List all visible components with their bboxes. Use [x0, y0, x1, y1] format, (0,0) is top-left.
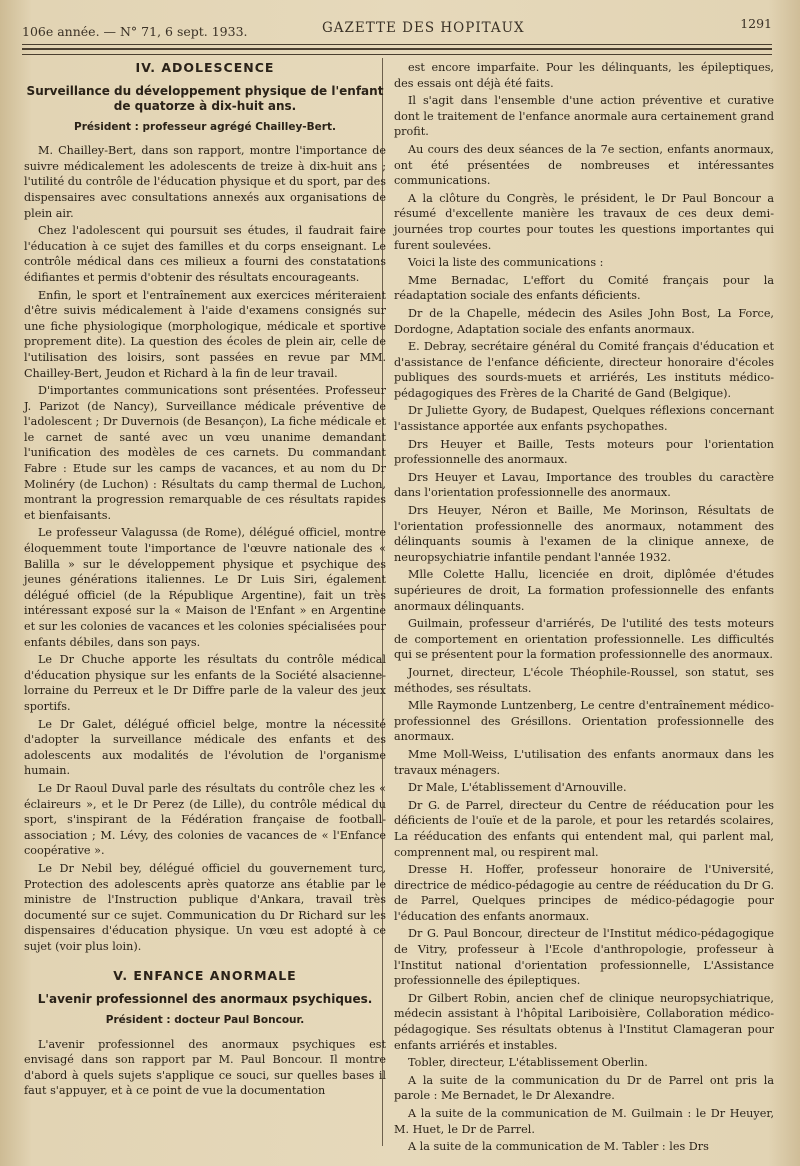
paragraph: Le Dr Nebil bey, délégué officiel du gouvernement turc, Protection des adolescents après quatorze ans établie par le ministre de l'Instruction publique d'Ankara, travail très documenté sur ce sujet. Communication du Dr Richard sur les dispensaires d'éducation physique. Un vœu est adopté à ce sujet (voir plus loin). [24, 861, 386, 953]
communication-item: Dr Gilbert Robin, ancien chef de clinique neuropsychiatrique, médecin assistant à l'hôpital Lariboisière, Collaboration médico-pédagogique. Ses résultats obtenus à l'Institut Clamageran pour enfants arriérés et instables. [394, 991, 774, 1052]
right-column [394, 60, 774, 1157]
section-iv-president: Président : professeur agrégé Chailley-Bert. [74, 120, 336, 133]
paragraph: A la clôture du Congrès, le président, le Dr Paul Boncour a résumé d'excellente manière les travaux de ces deux demi-journées trop courtes pour toutes les questions importantes qui furent soulevées. [394, 191, 774, 252]
section-v-title: L'avenir professionnel des anormaux psychiques. [37, 992, 373, 1007]
paragraph: Le Dr Chuche apporte les résultats du contrôle médical d'éducation physique sur les enfants de la Société alsacienne-lorraine du Perreux et le Dr Diffre parle de la valeur des jeux sportifs. [24, 653, 386, 713]
communication-item: Dr G. Paul Boncour, directeur de l'Institut médico-pédagogique de Vitry, professeur à l'Ecole d'anthropologie, professeur à l'Institut national d'orientation professionnelle, L'Assistance professionnelle des épileptiques. [394, 927, 774, 988]
paragraph: Voici la liste des communications : [408, 256, 604, 270]
communication-item: Drs Heuyer et Baille, Tests moteurs pour l'orientation professionnelle des anormaux. [394, 437, 774, 467]
communication-item: Dr Juliette Gyory, de Budapest, Quelques réflexions concernant l'assistance apportée aux enfants psychopathes. [394, 404, 774, 434]
paragraph: L'avenir professionnel des anormaux psychiques est envisagé dans son rapport par M. Paul Boncour. Il montre d'abord à quels sujets s'applique ce souci, sur quelles bases il faut s'appuyer, et à ce point de vue la documentation [24, 1037, 386, 1098]
paragraph: Chez l'adolescent qui poursuit ses études, il faudrait faire l'éducation à ce sujet des familles et du corps enseignant. Le contrôle médical dans ces milieux a fourni des constatations édifiantes et permis d'obtenir des résultats encourageants. [24, 224, 386, 284]
communication-item: Dr Male, L'établissement d'Arnouville. [408, 781, 627, 795]
communication-item: Dr G. de Parrel, directeur du Centre de rééducation pour les déficients de l'ouïe et de la parole, et pour les retardés scolaires, La rééducation des enfants qui entendent mal, qui parlent mal, comprennent mal, ou respirent mal. [394, 798, 774, 859]
paragraph: A la suite de la communication du Dr de Parrel ont pris la parole : Me Bernadet, le Dr Alexandre. [394, 1073, 774, 1103]
section-iv-heading: IV. ADOLESCENCE [135, 60, 275, 75]
paragraph: Le professeur Valagussa (de Rome), délégué officiel, montre éloquemment toute l'importance de l'œuvre nationale des « Balilla » sur le développement physique et psychique des jeunes générations italiennes. Le Dr Luis Siri, également délégué officiel (de la République Argentine), fait un très intéressant exposé sur la « Maison de l'Enfant » en Argentine et sur les colonies de vacances et les colonies spécialisées pour enfants débiles, dans son pays. [24, 526, 386, 649]
paragraph: Au cours des deux séances de la 7e section, enfants anormaux, ont été présentées de nombreuses et intéressantes communications. [394, 142, 774, 188]
communication-item: Tobler, directeur, L'établissement Oberlin. [408, 1056, 648, 1070]
section-v-president: Président : docteur Paul Boncour. [105, 1014, 305, 1027]
edition-info: 106e année. — N° 71, 6 sept. 1933. [22, 24, 248, 39]
communication-item: Journet, directeur, L'école Théophile-Roussel, son statut, ses méthodes, ses résultats. [394, 665, 774, 695]
journal-title: GAZETTE DES HOPITAUX [322, 20, 525, 36]
paragraph: A la suite de la communication de M. Tabler : les Drs [408, 1140, 709, 1154]
paragraph: Il s'agit dans l'ensemble d'une action préventive et curative dont le traitement de l'enfance anormale aura certainement grand profit. [394, 94, 774, 139]
header-rule-middle [22, 48, 772, 50]
communication-item: E. Debray, secrétaire général du Comité français d'éducation et d'assistance de l'enfance déficiente, directeur honoraire d'écoles publiques des sourds-muets et arriérés, Les instituts médico-pédagogiques des Frères de la Charité de Gand (Belgique). [394, 340, 774, 400]
paragraph: est encore imparfaite. Pour les délinquants, les épileptiques, des essais ont déjà été faits. [394, 61, 774, 90]
left-column [24, 60, 386, 1101]
header-rule-top [22, 44, 772, 45]
paragraph: D'importantes communications sont présentées. Professeur J. Parizot (de Nancy), Surveillance médicale préventive de l'adolescent ; Dr Duvernois (de Besançon), La fiche médicale et le carnet de santé avec un vœu unanime demandant l'unification des modèles de ces carnets. Du commandant Fabre : Etude sur les camps de vacances, et au nom du Dr Molinéry (de Luchon) : Résultats du camp thermal de Luchon, montrant la progression remarquable de ces résultats rapides et bienfaisants. [24, 384, 386, 522]
page-number: 1291 [740, 16, 772, 31]
header-rule-bottom [22, 54, 772, 55]
communication-item: Dr de la Chapelle, médecin des Asiles John Bost, La Force, Dordogne, Adaptation sociale des enfants anormaux. [394, 306, 774, 336]
paragraph: A la suite de la communication de M. Guilmain : le Dr Heuyer, M. Huet, le Dr de Parrel. [394, 1107, 774, 1136]
communication-item: Mlle Raymonde Luntzenberg, Le centre d'entraînement médico-professionnel des Grésillons. Orientation professionnelle des anormaux. [394, 699, 774, 744]
paragraph: M. Chailley-Bert, dans son rapport, montre l'importance de suivre médicalement les adolescents de treize à dix-huit ans ; l'utilité du contrôle de l'éducation physique et du sport, par des dispensaires avec consultations annexés aux organisations de plein air. [24, 144, 386, 220]
communication-item: Dresse H. Hoffer, professeur honoraire de l'Université, directrice de médico-pédagogie au centre de rééducation du Dr G. de Parrel, Quelques principes de médico-pédagogie pour l'éducation des enfants anormaux. [394, 863, 774, 923]
communication-item: Drs Heuyer et Lavau, Importance des troubles du caractère dans l'orientation professionnelle des anormaux. [394, 470, 774, 500]
paragraph: Le Dr Galet, délégué officiel belge, montre la nécessité d'adopter la surveillance médicale des enfants et des adolescents aux modalités de l'évolution de l'organisme humain. [24, 717, 386, 778]
communication-item: Drs Heuyer, Néron et Baille, Me Morinson, Résultats de l'orientation professionnelle des anormaux, notamment des délinquants soumis à l'examen de la clinique annexe, de neuropsychiatrie infantile pendant l'année 1932. [394, 504, 774, 564]
communication-item: Mme Bernadac, L'effort du Comité français pour la réadaptation sociale des enfants déficients. [394, 273, 774, 303]
communication-item: Mlle Colette Hallu, licenciée en droit, diplômée d'études supérieures de droit, La formation professionnelle des enfants anormaux délinquants. [394, 568, 774, 613]
communication-item: Mme Moll-Weiss, L'utilisation des enfants anormaux dans les travaux ménagers. [394, 747, 774, 777]
section-v-heading: V. ENFANCE ANORMALE [113, 968, 297, 984]
page-header [22, 12, 772, 40]
communication-item: Guilmain, professeur d'arriérés, De l'utilité des tests moteurs de comportement en orientation professionnelle. Les difficultés qui se présentent pour la formation professionnelle des anormaux. [394, 617, 774, 662]
paragraph: Enfin, le sport et l'entraînement aux exercices mériteraient d'être suivis médicalement à l'aide d'examens consignés sur une fiche physiologique (morphologique, médicale et sportive proprement dite). La question des écoles de plein air, celle de l'utilisation des loisirs, sont passées en revue par MM. Chailley-Bert, Jeudon et Richard à la fin de leur travail. [24, 288, 386, 380]
section-iv-title: Surveillance du développement physique de l'enfant de quatorze à dix-huit ans. [26, 83, 384, 113]
paragraph: Le Dr Raoul Duval parle des résultats du contrôle chez les « éclaireurs », et le Dr Perez (de Lille), du contrôle médical du sport, s'inspirant de la Fédération française de football-association ; M. Lévy, des colonies de vacances de « l'Enfance coopérative ». [24, 781, 386, 858]
